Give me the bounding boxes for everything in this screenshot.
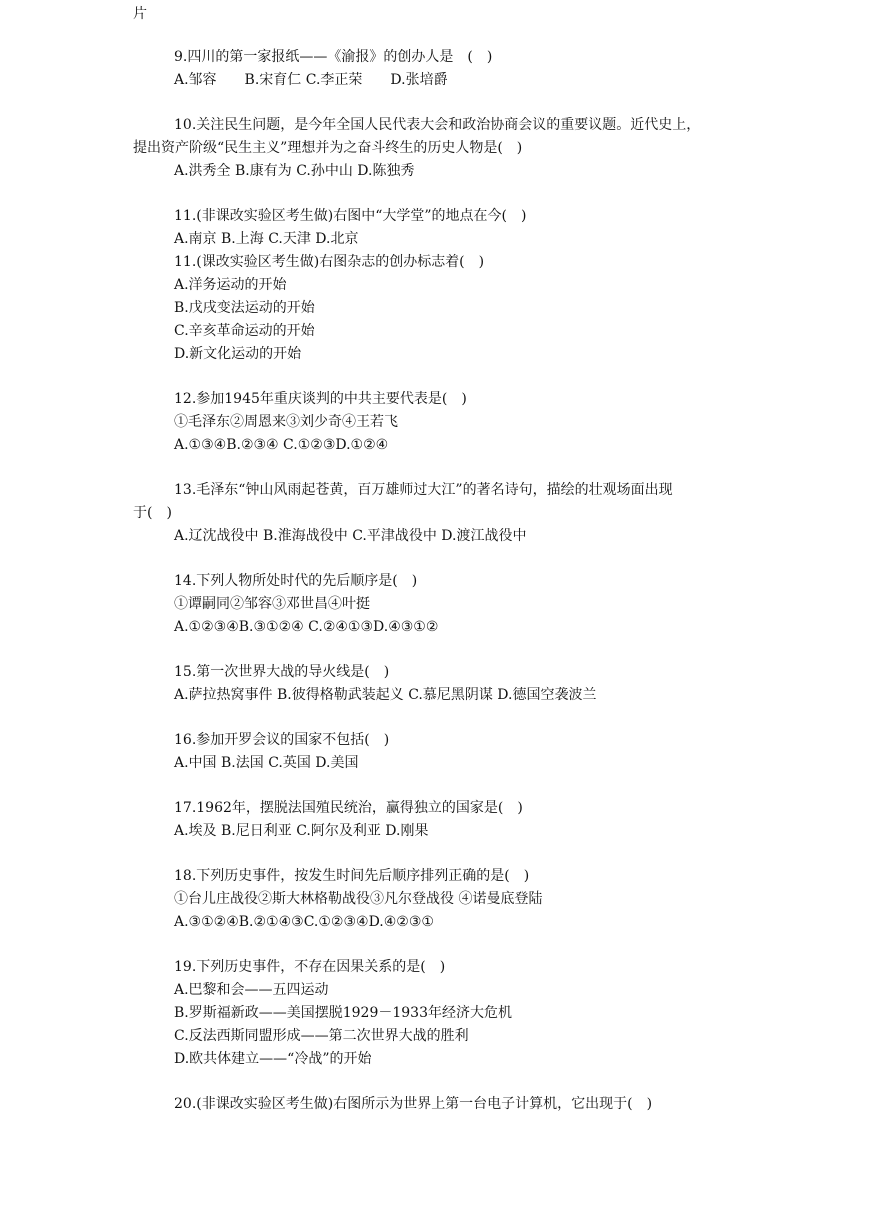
question-17: [174, 797, 734, 843]
question-stem: 15.第一次世界大战的导火线是( ): [174, 664, 390, 680]
question-11-a: [174, 205, 734, 251]
question-options: A.辽沈战役中 B.淮海战役中 C.平津战役中 D.渡江战役中: [174, 528, 527, 544]
question-option-d: D.新文化运动的开始: [174, 346, 302, 362]
question-option-b: B.戊戌变法运动的开始: [174, 300, 315, 316]
question-stem-line-1: 13.毛泽东“钟山风雨起苍黄，百万雄师过大江”的著名诗句，描绘的壮观场面出现: [174, 482, 673, 498]
question-stem-line-2: 提出资产阶级“民生主义”理想并为之奋斗终生的历史人物是( ): [133, 140, 523, 156]
question-options: A.南京 B.上海 C.天津 D.北京: [174, 231, 359, 247]
question-options: A.③①②④B.②①④③C.①②③④D.④②③①: [174, 914, 434, 930]
question-stem: 17.1962年，摆脱法国殖民统治，赢得独立的国家是( ): [174, 800, 523, 816]
question-options: A.中国 B.法国 C.英国 D.美国: [174, 755, 359, 771]
question-options: A.洪秀全 B.康有为 C.孙中山 D.陈独秀: [174, 163, 415, 179]
question-options: A.①②③④B.③①②④ C.②④①③D.④③①②: [174, 619, 439, 635]
question-16: [174, 729, 734, 775]
question-option-a: A.洋务运动的开始: [174, 277, 287, 293]
question-stem: 19.下列历史事件，不存在因果关系的是( ): [174, 959, 446, 975]
question-stem: 12.参加1945年重庆谈判的中共主要代表是( ): [174, 391, 467, 407]
question-option-a: A.巴黎和会——五四运动: [174, 982, 329, 998]
question-11-b: [174, 251, 734, 366]
question-option-c: C.辛亥革命运动的开始: [174, 323, 315, 339]
question-stem: 11.(非课改实验区考生做)右图中“大学堂”的地点在今( ): [174, 208, 527, 224]
question-stem-line-2: 于( ): [133, 505, 172, 521]
question-stem: 16.参加开罗会议的国家不包括( ): [174, 732, 390, 748]
question-list: [133, 46, 734, 1138]
page-fragment-text: 片: [133, 6, 147, 22]
question-options: A.埃及 B.尼日利亚 C.阿尔及利亚 D.刚果: [174, 823, 429, 839]
question-stem: 9.四川的第一家报纸——《渝报》的创办人是 ( ): [174, 49, 493, 65]
question-option-b: B.罗斯福新政——美国摆脱1929－1933年经济大危机: [174, 1005, 512, 1021]
question-14: [174, 570, 734, 639]
question-13: [133, 479, 734, 548]
question-stem: 11.(课改实验区考生做)右图杂志的创办标志着( ): [174, 254, 485, 270]
question-items: ①毛泽东②周恩来③刘少奇④王若飞: [174, 414, 398, 430]
question-18: [174, 865, 734, 934]
question-option-c: C.反法西斯同盟形成——第二次世界大战的胜利: [174, 1028, 469, 1044]
question-stem: 14.下列人物所处时代的先后顺序是( ): [174, 573, 418, 589]
question-10: [133, 114, 734, 183]
question-9: [174, 46, 734, 92]
question-15: [174, 661, 734, 707]
question-stem: 18.下列历史事件，按发生时间先后顺序排列正确的是( ): [174, 868, 530, 884]
question-items: ①台儿庄战役②斯大林格勒战役③凡尔登战役 ④诺曼底登陆: [174, 891, 543, 907]
question-option-d: D.欧共体建立——“冷战”的开始: [174, 1051, 372, 1067]
question-stem-line-1: 10.关注民生问题，是今年全国人民代表大会和政治协商会议的重要议题。近代史上，: [174, 117, 701, 133]
question-options: A.邹容 B.宋育仁 C.李正荣 D.张培爵: [174, 72, 448, 88]
question-stem: [133, 114, 736, 160]
question-options: A.萨拉热窝事件 B.彼得格勒武装起义 C.慕尼黑阴谋 D.德国空袭波兰: [174, 687, 597, 703]
question-20: [174, 1093, 734, 1116]
question-19: [174, 956, 734, 1071]
question-stem: 20.(非课改实验区考生做)右图所示为世界上第一台电子计算机，它出现于( ): [174, 1096, 653, 1112]
question-options: A.①③④B.②③④ C.①②③D.①②④: [174, 437, 389, 453]
question-items: ①谭嗣同②邹容③邓世昌④叶挺: [174, 596, 370, 612]
question-12: [174, 388, 734, 457]
question-stem: [133, 479, 736, 525]
